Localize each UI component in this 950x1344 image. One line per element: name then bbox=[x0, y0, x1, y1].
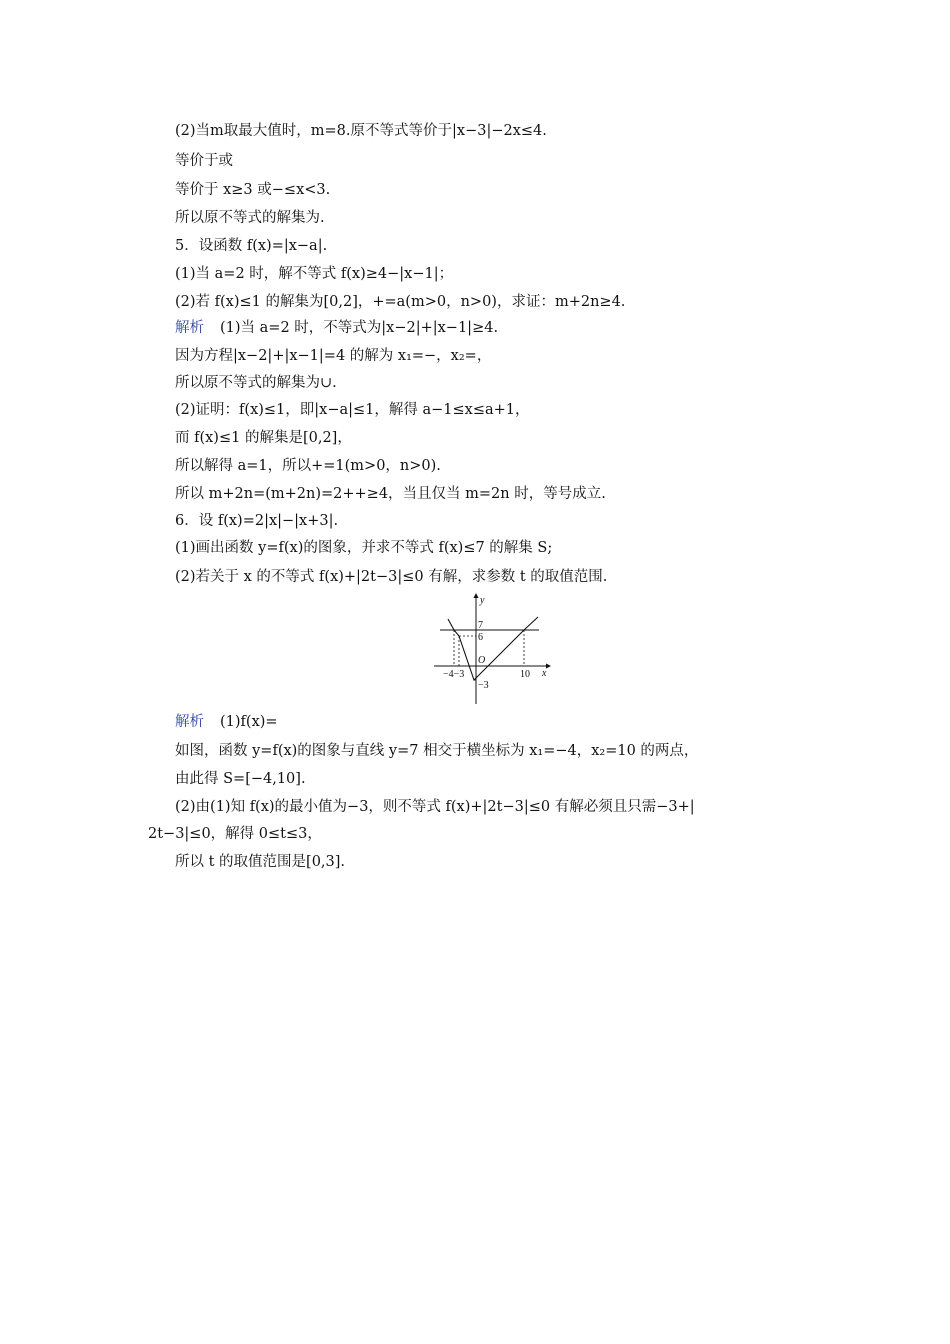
text-line: (2)由(1)知 f(x)的最小值为−3，则不等式 f(x)+|2t−3|≤0 有解必须且只需−3+| bbox=[175, 799, 695, 815]
problem-6-heading: 6．设 f(x)=2|x|−|x+3|. bbox=[175, 513, 339, 529]
text-line: (2)若关于 x 的不等式 f(x)+|2t−3|≤0 有解，求参数 t 的取值范围. bbox=[175, 569, 608, 585]
text-line: 因为方程|x−2|+|x−1|=4 的解为 x₁=−，x₂=， bbox=[175, 348, 492, 364]
x-axis-arrow-icon bbox=[546, 664, 551, 669]
text-line: 所以解得 a=1，所以+=1(m>0，n>0). bbox=[175, 458, 441, 474]
tick-label-x-10: 10 bbox=[520, 669, 530, 680]
tick-label-y-neg3: −3 bbox=[478, 680, 489, 691]
solution-tag: 解析 bbox=[175, 714, 204, 730]
tick-label-x-neg4-neg3: −4−3 bbox=[443, 669, 465, 680]
text-line: 如图，函数 y=f(x)的图象与直线 y=7 相交于横坐标为 x₁=−4，x₂=10 的两点， bbox=[175, 743, 699, 759]
function-graph-figure bbox=[432, 592, 552, 707]
text-line: 等价于或 bbox=[175, 153, 233, 169]
text-line: (2)证明：f(x)≤1，即|x−a|≤1，解得 a−1≤x≤a+1， bbox=[175, 402, 530, 418]
text-line: 所以 t 的取值范围是[0,3]. bbox=[175, 854, 346, 870]
function-graph-svg bbox=[432, 592, 552, 707]
text-line: 所以原不等式的解集为. bbox=[175, 210, 325, 226]
text-line: 由此得 S=[−4,10]. bbox=[175, 771, 306, 787]
tick-label-y-6: 6 bbox=[478, 632, 483, 643]
text-line: 等价于 x≥3 或−≤x<3. bbox=[175, 182, 331, 198]
problem-5-heading: 5．设函数 f(x)=|x−a|. bbox=[175, 238, 328, 254]
tick-label-y-7: 7 bbox=[478, 620, 483, 631]
solution-line: 解析 (1)当 a=2 时，不等式为|x−2|+|x−1|≥4. bbox=[175, 320, 499, 336]
solution-tag: 解析 bbox=[175, 320, 204, 336]
y-axis-label: y bbox=[480, 595, 485, 606]
text-line: 所以原不等式的解集为∪. bbox=[175, 375, 337, 391]
text-line: (2)当m取最大值时，m=8.原不等式等价于|x−3|−2x≤4. bbox=[175, 123, 547, 139]
text-line: 所以 m+2n=(m+2n)=2++≥4，当且仅当 m=2n 时，等号成立. bbox=[175, 486, 606, 502]
x-axis-label: x bbox=[542, 668, 547, 679]
text-line: (1)画出函数 y=f(x)的图象，并求不等式 f(x)≤7 的解集 S; bbox=[175, 540, 553, 556]
solution-line: 解析 (1)f(x)= bbox=[175, 714, 278, 730]
y-axis-arrow-icon bbox=[474, 593, 479, 598]
origin-label: O bbox=[478, 655, 486, 666]
text-line: 2t−3|≤0，解得 0≤t≤3， bbox=[148, 826, 322, 842]
text-line: (2)若 f(x)≤1 的解集为[0,2]，+=a(m>0，n>0)，求证：m+2n≥4. bbox=[175, 294, 626, 310]
text-line: (1)当 a=2 时，解不等式 f(x)≥4−|x−1|； bbox=[175, 266, 454, 282]
text-line: 而 f(x)≤1 的解集是[0,2]， bbox=[175, 430, 352, 446]
